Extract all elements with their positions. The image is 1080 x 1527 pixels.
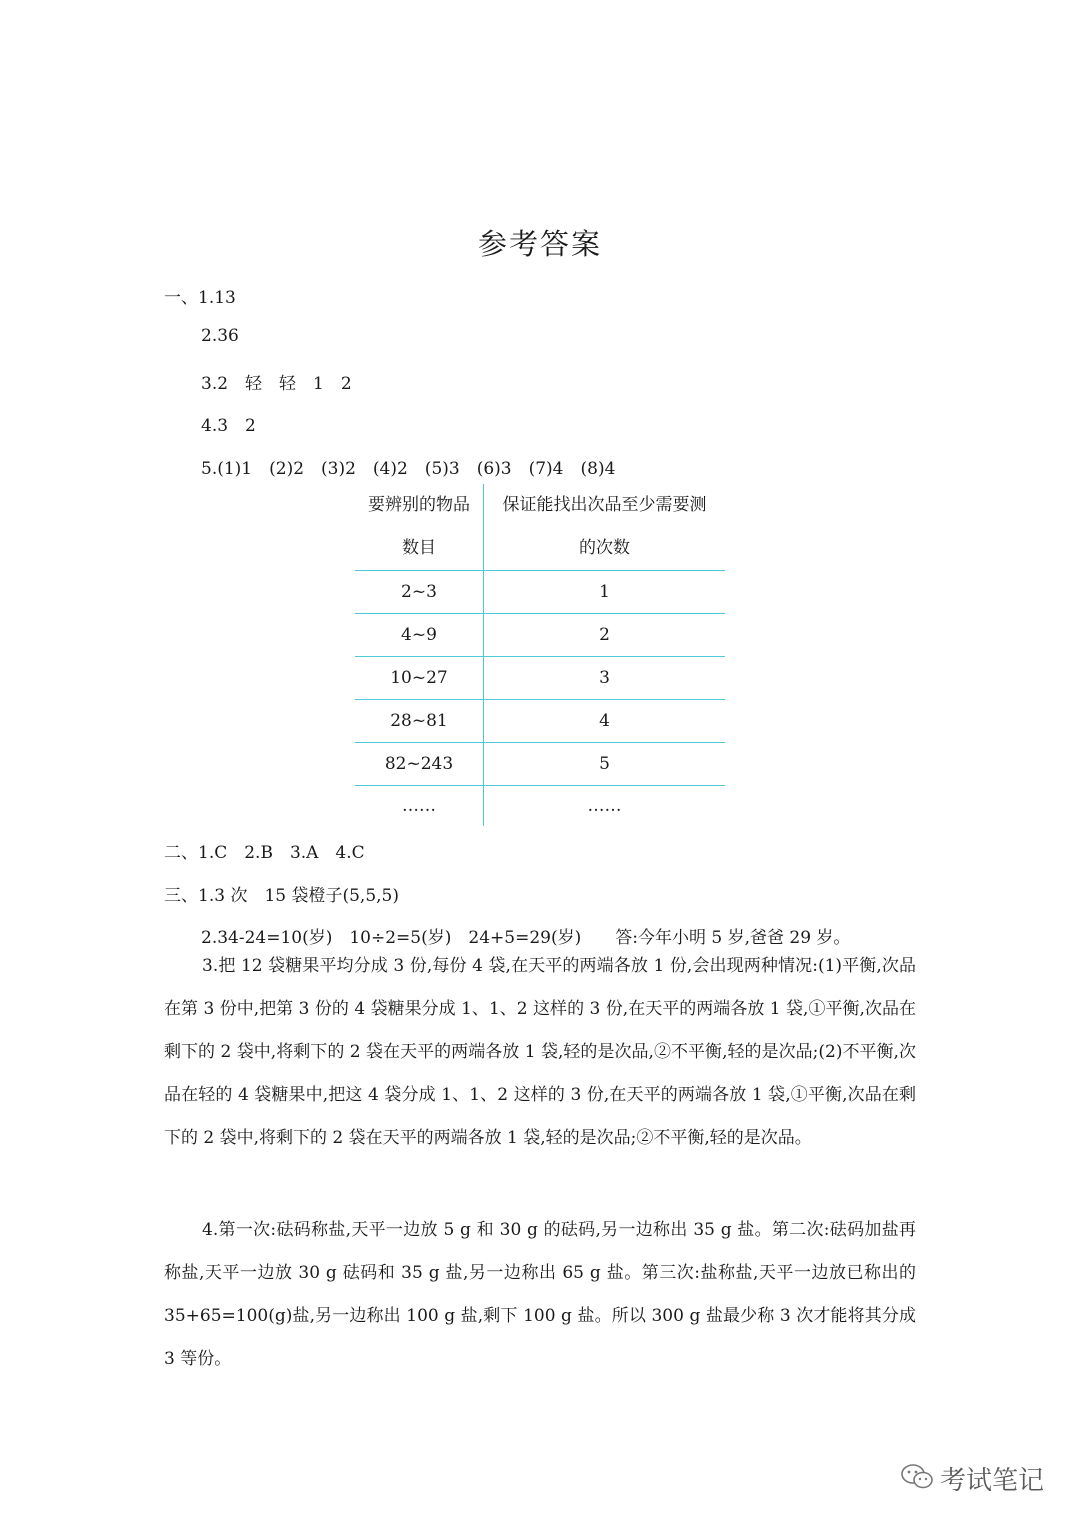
header-left-line-1: 要辨别的物品: [368, 495, 470, 515]
table-row: [355, 743, 725, 786]
cell-range: 2~3: [355, 571, 484, 614]
cell-times: 1: [484, 571, 726, 614]
table-row: [355, 571, 725, 614]
s1-line-2: 2.36: [201, 326, 239, 346]
table-header-left: [355, 484, 484, 571]
cell-times: 2: [484, 614, 726, 657]
s1-line-5: 5.(1)1 (2)2 (3)2 (4)2 (5)3 (6)3 (7)4 (8)4: [201, 459, 616, 479]
table-row: [355, 700, 725, 743]
s2-line: 二、1.C 2.B 3.A 4.C: [164, 843, 365, 863]
table-row: [355, 786, 725, 827]
table-header-right: [484, 484, 726, 571]
s1-line-3: 3.2 轻 轻 1 2: [201, 374, 352, 394]
page-title: 参考答案: [477, 227, 602, 261]
s3-line-2: 2.34-24=10(岁) 10÷2=5(岁) 24+5=29(岁) 答:今年小明 5 岁,爸爸 29 岁。: [201, 928, 851, 948]
cell-range: 82~243: [355, 743, 484, 786]
watermark: [900, 1460, 1044, 1497]
cell-range: 4~9: [355, 614, 484, 657]
s3-paragraph-4: 4.第一次:砝码称盐,天平一边放 5 g 和 30 g 的砝码,另一边称出 35 g 盐。第二次:砝码加盐再称盐,天平一边放 30 g 砝码和 35 g 盐,另一边称出 65 g 盐。第三次:盐称盐,天平一边放已称出的 35+65=100(g)盐,另一边称出 100 g 盐,剩下 100 g 盐。所以 300 g 盐最少称 3 次才能将其分成 3 等份。: [164, 1220, 916, 1369]
watermark-text: 考试笔记: [939, 1466, 1044, 1496]
cell-times: 3: [484, 657, 726, 700]
table-row: [355, 657, 725, 700]
cell-times: ……: [484, 786, 726, 827]
header-left-line-2: 数目: [402, 538, 436, 558]
s3-line-1: 三、1.3 次 15 袋橙子(5,5,5): [164, 886, 399, 906]
s1-line-4: 4.3 2: [201, 416, 256, 436]
table-row: [355, 614, 725, 657]
wechat-icon: [900, 1463, 934, 1495]
cell-range: ……: [355, 786, 484, 827]
header-right-line-2: 的次数: [579, 538, 630, 558]
cell-range: 28~81: [355, 700, 484, 743]
cell-times: 4: [484, 700, 726, 743]
cell-times: 5: [484, 743, 726, 786]
answer-table: [355, 484, 725, 826]
header-right-line-1: 保证能找出次品至少需要测: [502, 495, 707, 515]
cell-range: 10~27: [355, 657, 484, 700]
s3-paragraph-3: 3.把 12 袋糖果平均分成 3 份,每份 4 袋,在天平的两端各放 1 份,会出现两种情况:(1)平衡,次品在第 3 份中,把第 3 份的 4 袋糖果分成 1、1、2 这样的 3 份,在天平的两端各放 1 袋,①平衡,次品在剩下的 2 袋中,将剩下的 2 袋在天平的两端各放 1 袋,轻的是次品,②不平衡,轻的是次品;(2)不平衡,次品在轻的 4 袋糖果中,把这 4 袋分成 1、1、2 这样的 3 份,在天平的两端各放 1 袋,①平衡,次品在剩下的 2 袋中,将剩下的 2 袋在天平的两端各放 1 袋,轻的是次品;②不平衡,轻的是次品。: [164, 956, 916, 1148]
s1-line-1: 一、1.13: [164, 288, 236, 308]
